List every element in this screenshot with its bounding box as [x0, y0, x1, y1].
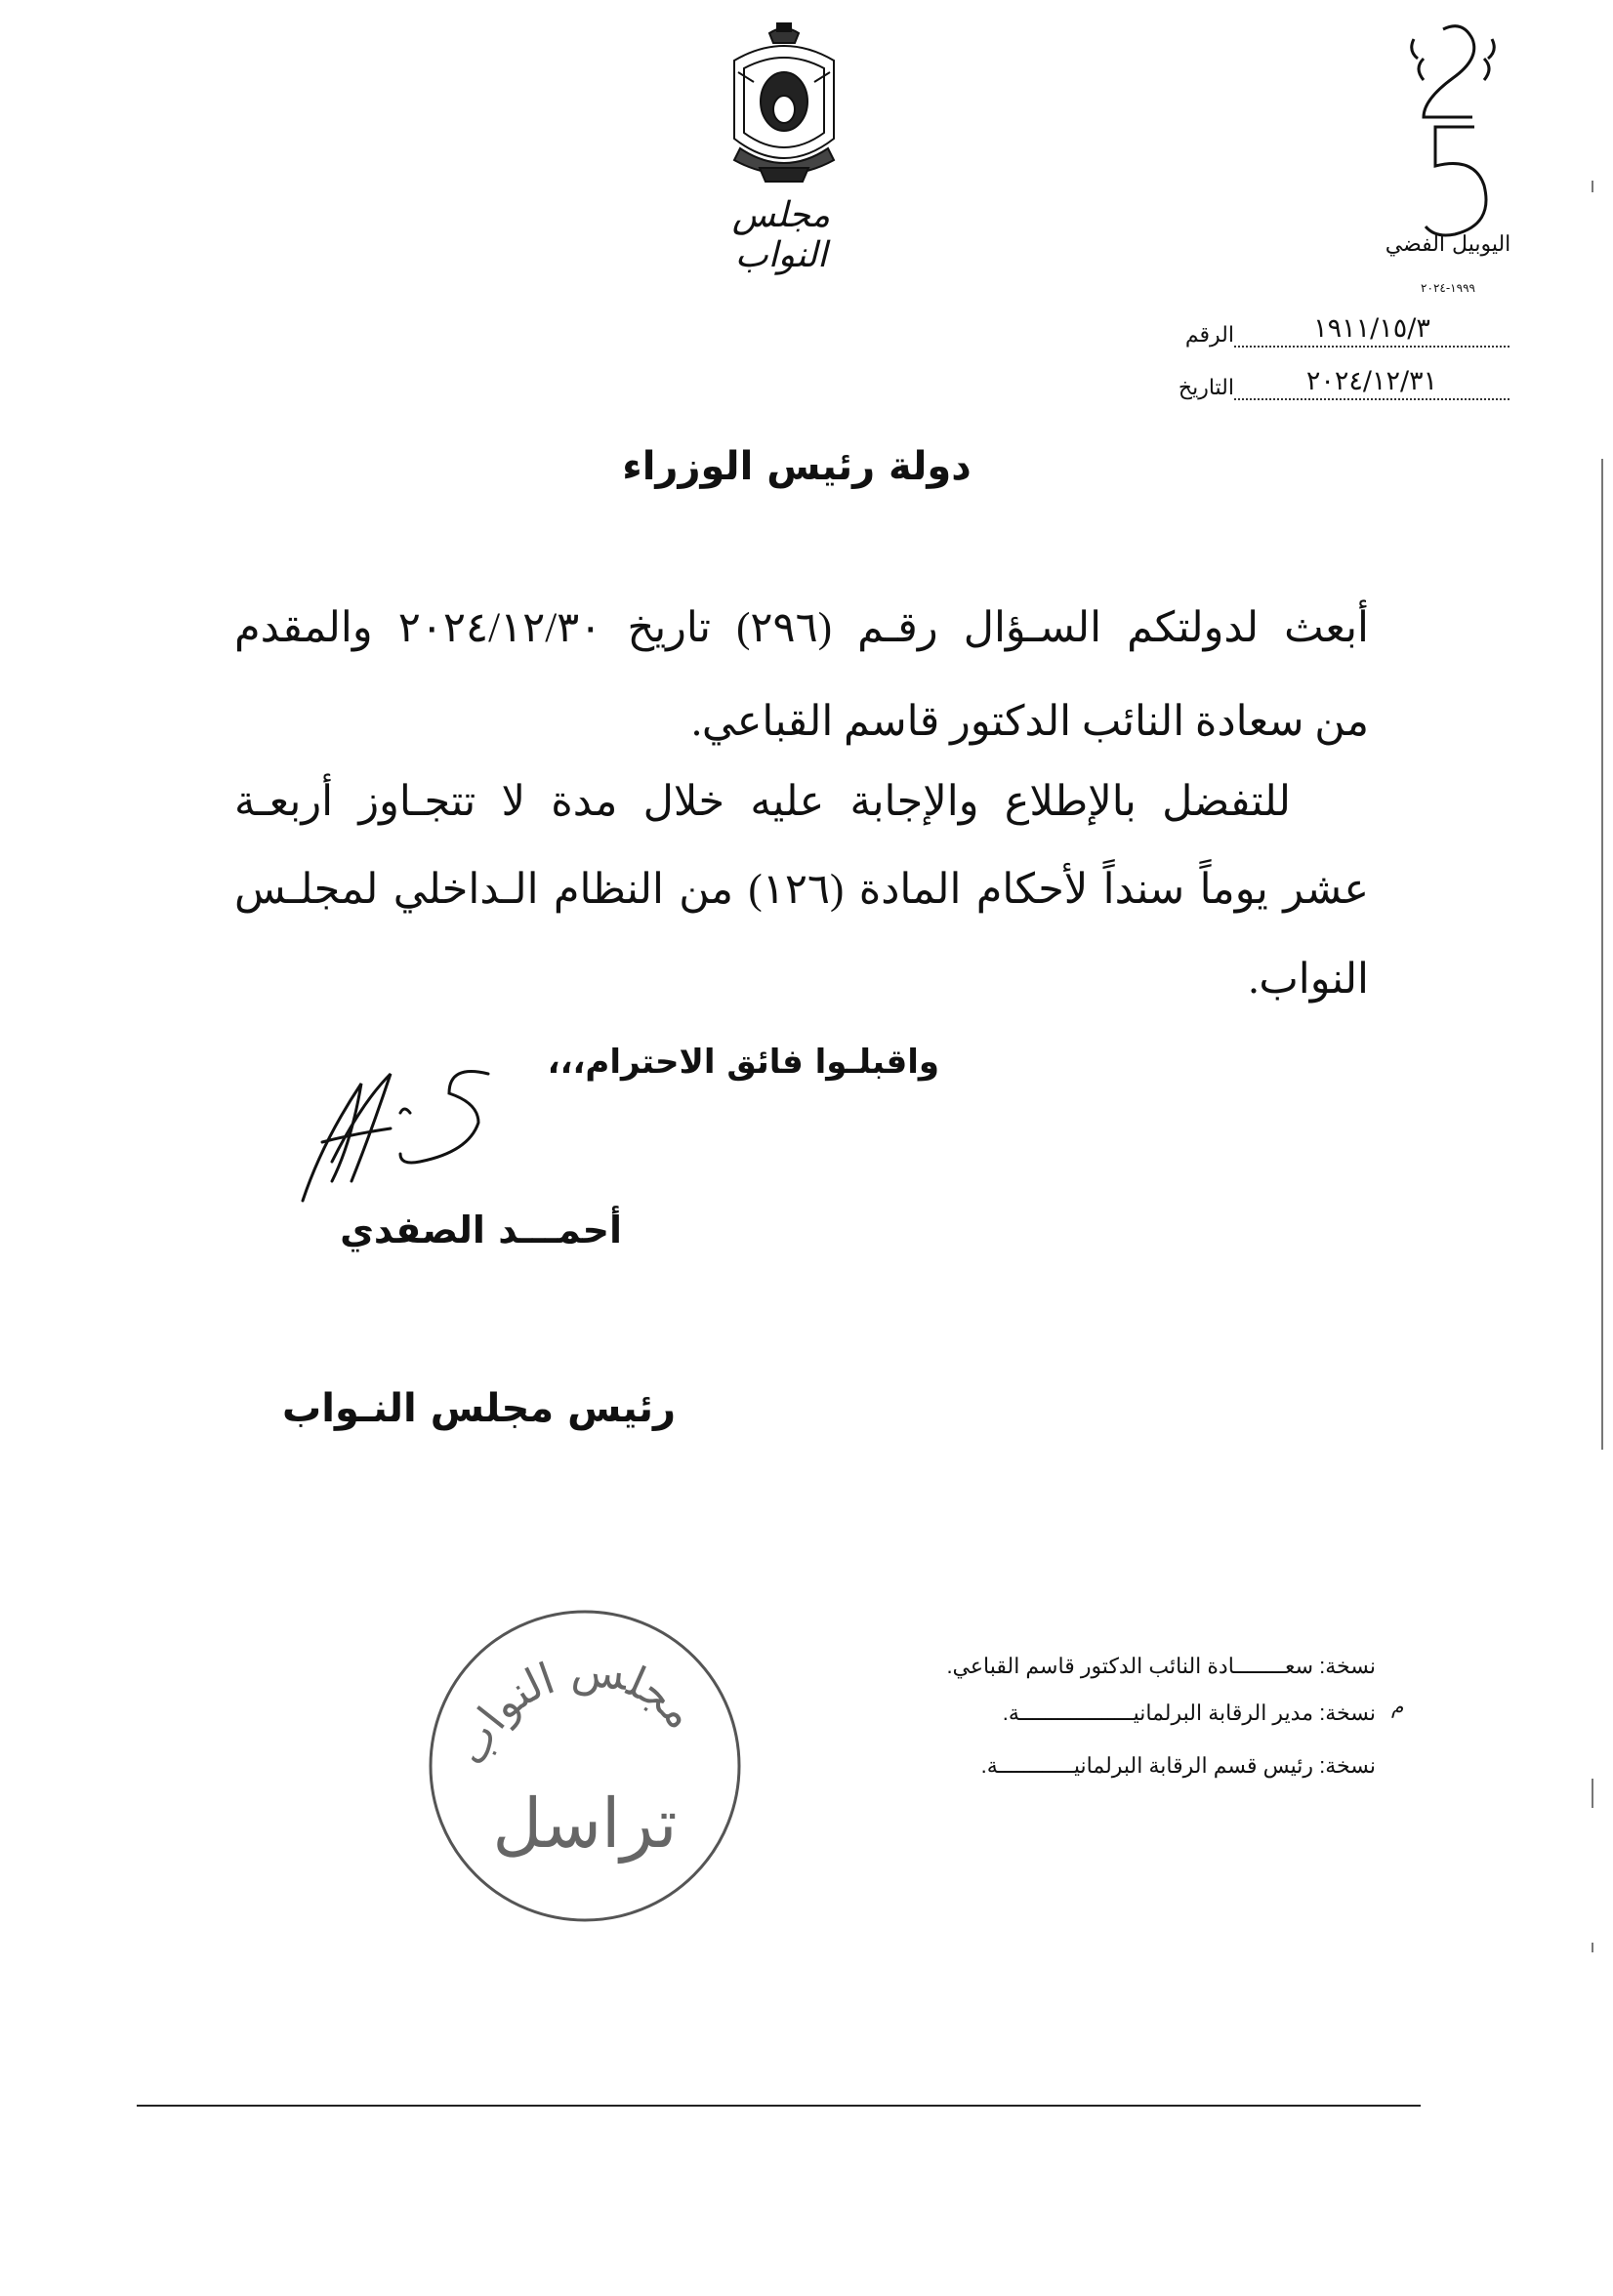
- council-name-calligraphy: مجلس النواب: [731, 195, 831, 275]
- body-paragraph-2-line-1: للتفضل بالإطلاع والإجابة عليه خلال مدة لا تتجـاوز أربعـة: [234, 779, 1291, 825]
- scan-edge-mark: [1592, 1943, 1593, 1952]
- reference-date-label: التاريخ: [1178, 376, 1234, 400]
- reference-date-value: ٢٠٢٤/١٢/٣١: [1234, 366, 1510, 400]
- reference-date-row: [1164, 365, 1515, 400]
- copy-recipient-3: نسخة: رئيس قسم الرقابة البرلمانيــــــــــــة.: [980, 1753, 1376, 1778]
- footer-divider: [137, 2105, 1421, 2107]
- scan-edge-mark: [1592, 181, 1593, 192]
- addressee-heading: [0, 444, 1613, 489]
- signer-title: رئيس مجلس النـواب: [282, 1386, 676, 1431]
- stamp-arc-text: مجلس النواب: [445, 1645, 706, 1773]
- reference-number-value: ١٩١١/١٥/٣: [1234, 313, 1510, 348]
- closing-salutation: واقبلـوا فائق الاحترام،،،: [547, 1043, 939, 1082]
- copy-recipient-2: نسخة: مدير الرقابة البرلمانيــــــــــــــــــة.: [1002, 1701, 1376, 1725]
- coat-of-arms-emblem: [721, 21, 848, 187]
- svg-text:مجلس النواب: [446, 1646, 706, 1773]
- reference-number-row: [1164, 312, 1515, 348]
- body-paragraph-2-line-2: عشر يوماً سنداً لأحكام المادة (١٢٦) من النظام الـداخلي لمجلـس: [234, 867, 1369, 913]
- copy-recipient-1: نسخة: سعــــــــادة النائب الدكتور قاسم القباعي.: [946, 1654, 1376, 1678]
- stamp-center-text: تراسل: [492, 1784, 678, 1864]
- silver-jubilee-logo: [1385, 20, 1521, 312]
- handwritten-signature: [293, 1054, 527, 1220]
- scan-edge-line: [1601, 459, 1603, 1450]
- handwritten-copy-mark: م: [1391, 1695, 1404, 1718]
- signer-name: أحمـــد الصفدي: [340, 1209, 622, 1251]
- addressee-text: دولة رئيس الوزراء: [622, 444, 972, 489]
- jubilee-years: ١٩٩٩-٢٠٢٤: [1421, 281, 1475, 295]
- body-paragraph-1-line-1: أبعث لدولتكم السـؤال رقـم (٢٩٦) تاريخ ٢٠٢٤/١٢/٣٠ والمقدم: [234, 605, 1370, 651]
- jubilee-label: اليوبيل الفضي: [1385, 232, 1511, 257]
- scan-edge-mark: [1592, 1779, 1593, 1808]
- parliament-stamp: [422, 1603, 748, 1929]
- body-paragraph-1-line-2: من سعادة النائب الدكتور قاسم القباعي.: [691, 699, 1369, 745]
- body-paragraph-2-line-3: النواب.: [1248, 957, 1369, 1003]
- reference-number-label: الرقم: [1184, 323, 1234, 348]
